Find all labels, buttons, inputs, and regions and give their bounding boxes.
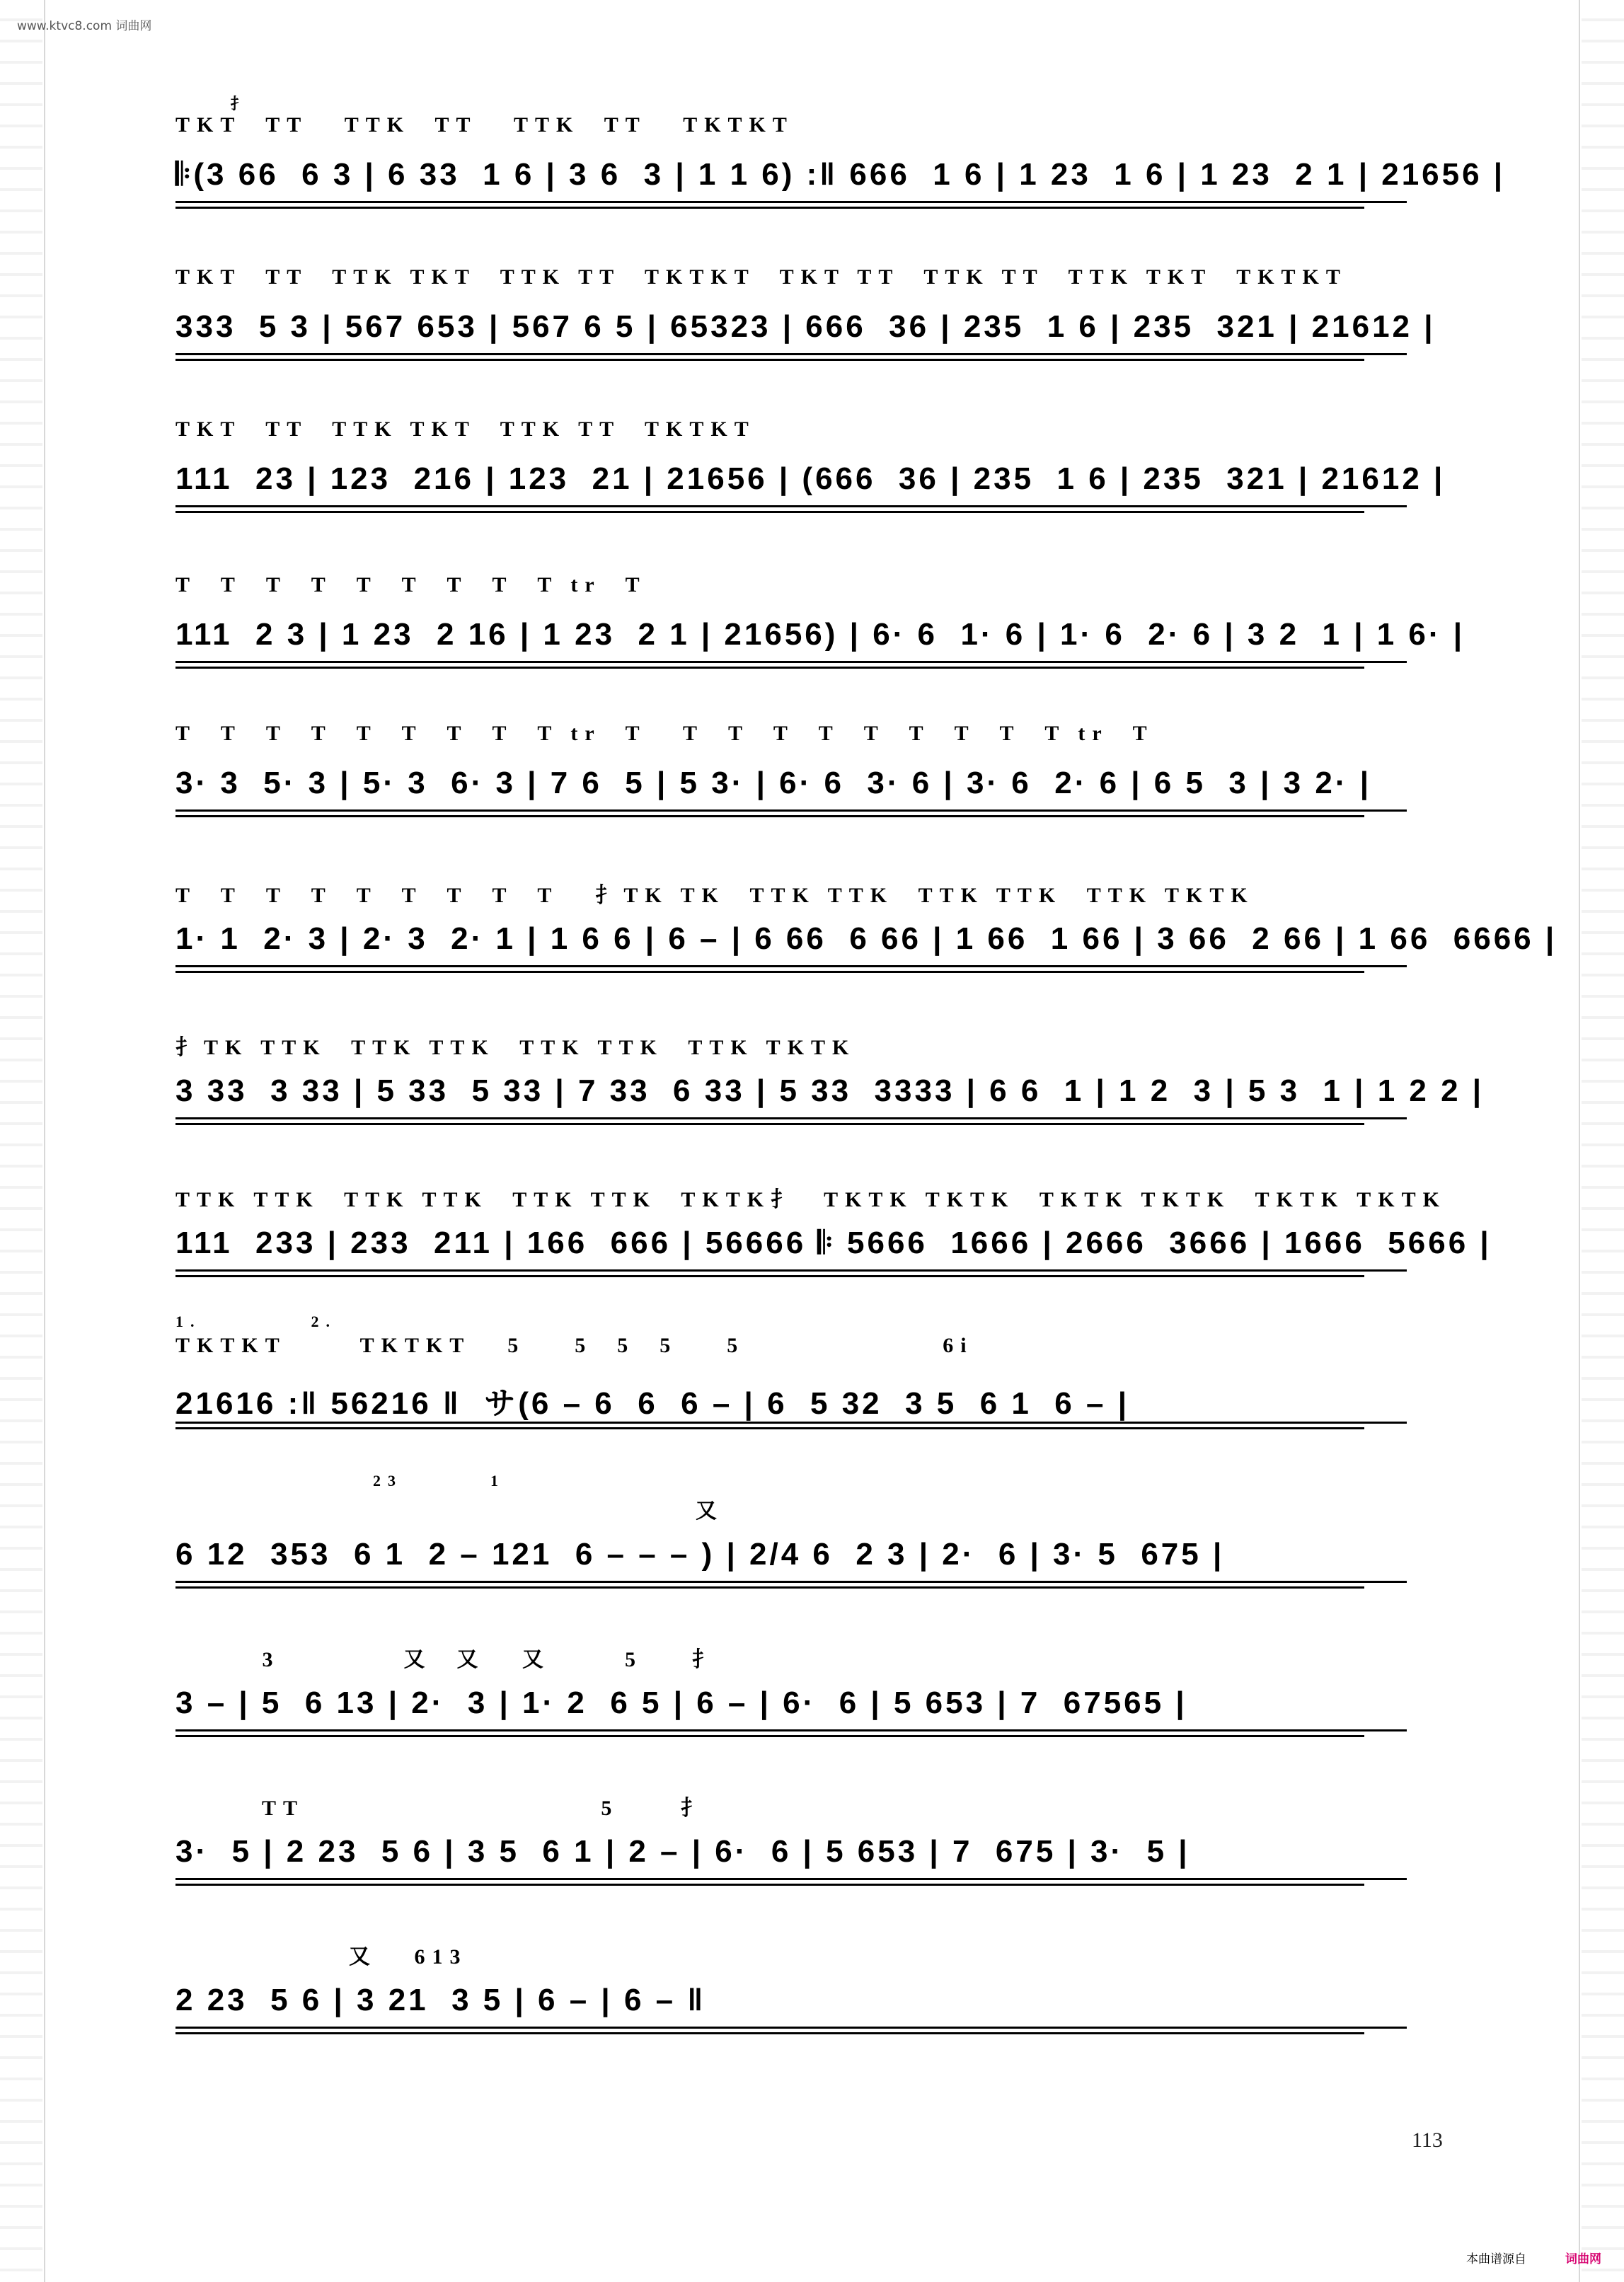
score-system [175,877,1557,984]
grace-note-row: 扌 [175,95,265,113]
notation-row: 1· 1 2· 3 | 2· 3 2· 1 | 1 6 6 | 6 – | 6 66 6 66 | 1 66 1 66 | 3 66 2 66 | 1 66 6666 | [175,921,1557,956]
articulation-row: TKT TT TTK TKT TTK TT TKTKT TKT TT TTK TT TTK TKT TKTKT [175,265,1347,289]
articulation-row: TTK TTK TTK TTK TTK TTK TKTK扌 TKTK TKTK TKTK TKTK TKTK TKTK [175,1188,1446,1211]
beam-underline [175,1275,1364,1277]
score-system [175,1790,1449,1896]
beam-underline [175,207,1364,209]
articulation-row: TKT TT TTK TT TTK TT TKTKT [175,113,794,137]
articulation-row: 3 又 又 又 5 扌 [175,1648,720,1671]
articulation-row: T T T T T T T T T tr T T T T T T T T T T tr T [175,722,1154,745]
beam-underline [175,1729,1407,1731]
notation-row: 3· 5 | 2 23 5 6 | 3 5 6 1 | 2 – | 6· 6 | 5 653 | 7 675 | 3· 5 | [175,1834,1190,1869]
beam-underline [175,815,1364,817]
articulation-row: T T T T T T T T T 扌TK TK TTK TTK TTK TTK TTK TKTK [175,884,1255,907]
left-margin-rule [44,0,45,2282]
grace-note-row: 1. 2. [175,1313,337,1330]
beam-underline [175,661,1407,663]
beam-underline [175,1117,1407,1119]
notation-row: 333 5 3 | 567 653 | 567 6 5 | 65323 | 666 36 | 235 1 6 | 235 321 | 21612 | [175,309,1436,344]
beam-underline [175,2032,1364,2034]
right-margin-watermark-strip [1582,0,1624,2282]
articulation-row: TKTKT TKTKT 5 5 5 5 5 6i [175,1334,974,1357]
beam-underline [175,1123,1364,1125]
notation-row: 21616 :‖ 56216 ‖ サ(6 – 6 6 6 – | 6 5 32 3 5 6 1 6 – | [175,1386,1130,1421]
notation-row: 111 23 | 123 216 | 123 21 | 21656 | (666 36 | 235 1 6 | 235 321 | 21612 | [175,461,1446,496]
beam-underline [175,2027,1407,2029]
beam-underline [175,1422,1407,1424]
score-system [175,1472,1449,1599]
grace-note-row: 23 1 [175,1472,505,1489]
score-system [175,417,1449,524]
articulation-row: 又 613 [175,1945,468,1969]
beam-underline [175,1269,1407,1272]
notation-row: 3 33 3 33 | 5 33 5 33 | 7 33 6 33 | 5 33 3333 | 6 6 1 | 1 2 3 | 5 3 1 | 1 2 2 | [175,1073,1485,1108]
score-system [175,573,1465,679]
articulation-row: TT 5 扌 [175,1797,709,1820]
notation-row: 6 12 353 6 1 2 – 121 6 – – – ) | 2/4 6 2 3 | 2· 6 | 3· 5 675 | [175,1537,1225,1572]
beam-underline [175,965,1407,967]
beam-underline [175,1427,1364,1429]
beam-underline [175,667,1364,669]
notation-row: 3 – | 5 6 13 | 2· 3 | 1· 2 6 5 | 6 – | 6· 6 | 5 653 | 7 67565 | [175,1685,1187,1720]
beam-underline [175,511,1364,513]
footer-source-text: 本曲谱源自 [1466,2252,1526,2266]
beam-underline [175,809,1407,812]
beam-underline [175,505,1407,507]
score-system [175,95,1506,219]
notation-row: 2 23 5 6 | 3 21 3 5 | 6 – | 6 – ‖ [175,1983,706,2017]
articulation-row: TKT TT TTK TKT TTK TT TKTKT [175,417,756,441]
notation-row: 111 2 3 | 1 23 2 16 | 1 23 2 1 | 21656) | 6· 6 1· 6 | 1· 6 2· 6 | 3 2 1 | 1 6· | [175,617,1465,652]
beam-underline [175,1586,1364,1589]
score-system [175,1313,1449,1440]
score-system [175,1642,1449,1748]
beam-underline [175,1581,1407,1583]
notation-row: 3· 3 5· 3 | 5· 3 6· 3 | 7 6 5 | 5 3· | 6· 6 3· 6 | 3· 6 2· 6 | 6 5 3 | 3 2· | [175,766,1372,800]
articulation-row: 扌TK TTK TTK TTK TTK TTK TTK TKTK [175,1036,856,1059]
articulation-row: 又 [175,1499,724,1523]
score-system [175,1182,1492,1288]
notation-row: 𝄆(3 66 6 3 | 6 33 1 6 | 3 6 3 | 1 1 6) :‖ 666 1 6 | 1 23 1 6 | 1 23 2 1 | 21656 | [175,157,1506,192]
score-system [175,722,1449,828]
beam-underline [175,1884,1364,1886]
notation-row: 111 233 | 233 211 | 166 666 | 56666 𝄆 5666 1666 | 2666 3666 | 1666 5666 | [175,1226,1492,1260]
score-system [175,1030,1485,1136]
beam-underline [175,353,1407,355]
score-system [175,1939,1449,2045]
footer-brand: 词曲网 [1565,2252,1601,2266]
site-header: www.ktvc8.com 词曲网 [17,19,152,33]
beam-underline [175,971,1364,973]
beam-underline [175,1735,1364,1737]
beam-underline [175,201,1407,203]
left-margin-watermark-strip [0,0,42,2282]
beam-underline [175,359,1364,361]
right-margin-rule [1579,0,1580,2282]
score-system [175,265,1449,371]
beam-underline [175,1878,1407,1880]
articulation-row: T T T T T T T T T tr T [175,573,647,597]
page-number: 113 [1412,2128,1443,2152]
